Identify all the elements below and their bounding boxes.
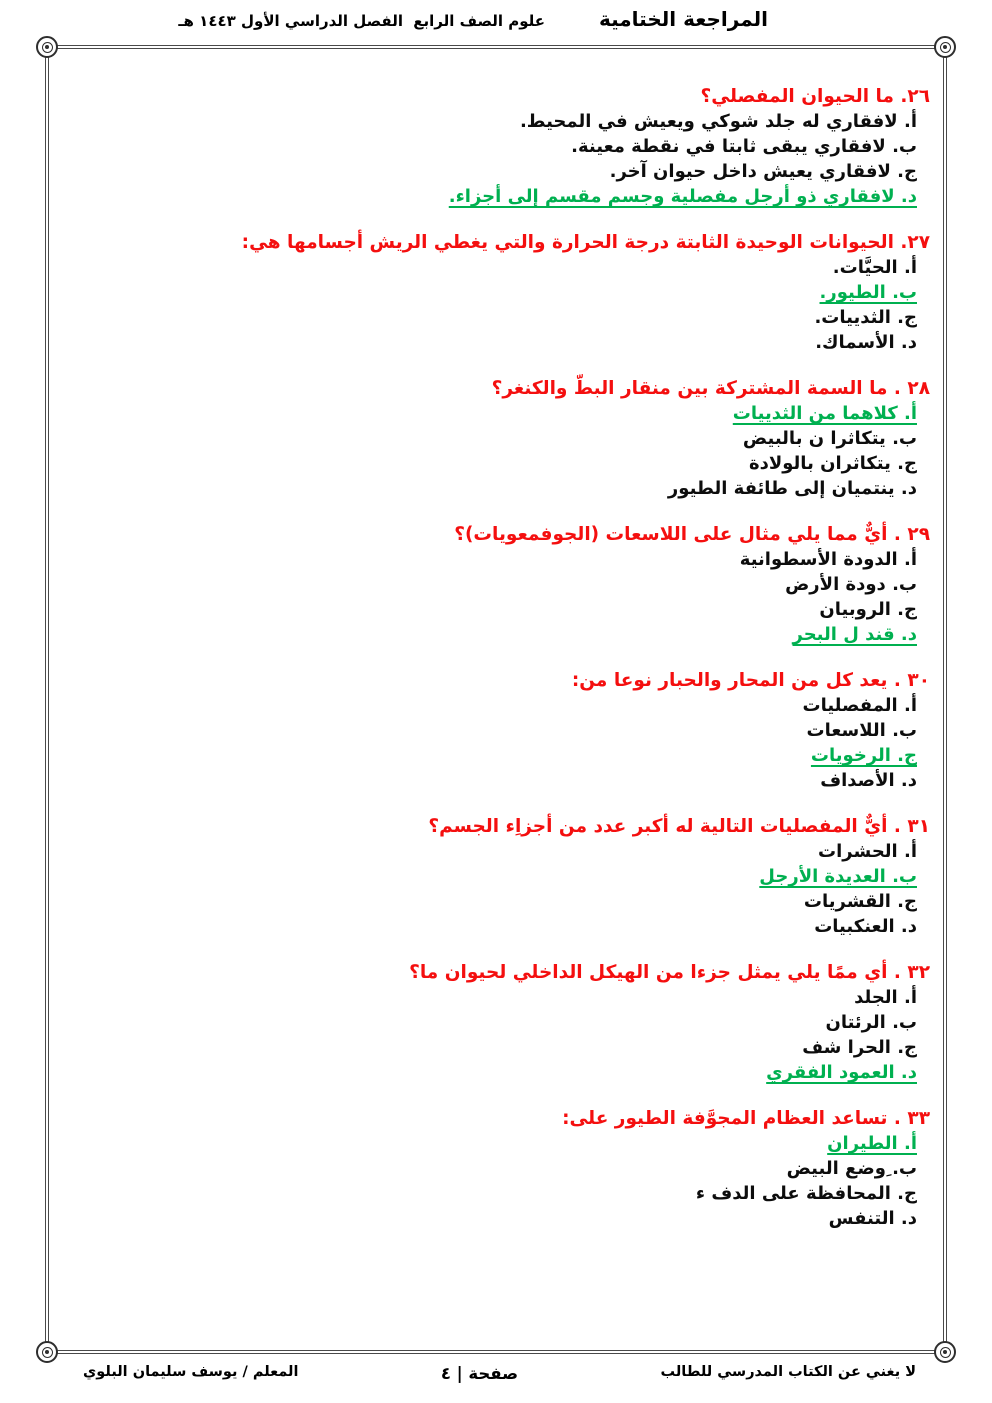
option: د. ينتميان إلى طائفة الطيور xyxy=(667,478,917,499)
question-text: ٢٩ . أيٌّ مما يلي مثال على اللاسعات (الجوفمعويات)؟ xyxy=(454,524,930,545)
question-text: ٣١ . أيٌّ المفصليات التالية له أكبر عدد من أجزاِء الجسم؟ xyxy=(428,816,930,837)
option: أ. المفصليات xyxy=(802,695,917,716)
option-correct-answer: د. قند ل البحر xyxy=(792,624,917,645)
option: ب. لافقاري يبقى ثابتا في نقطة معينة. xyxy=(571,136,917,157)
option-correct-answer: أ. الطيران xyxy=(827,1133,917,1154)
options xyxy=(52,985,917,1085)
option: أ. الجلد xyxy=(854,987,917,1008)
question-block xyxy=(52,84,930,209)
option-correct-answer: د. العمود الفقري xyxy=(766,1062,917,1083)
options xyxy=(52,109,917,209)
option: ب. الرئتان xyxy=(825,1012,917,1033)
option: ج. يتكاثران بالولادة xyxy=(749,453,917,474)
question-block xyxy=(52,1106,930,1231)
option: ب. اللاسعات xyxy=(806,720,917,741)
page-header xyxy=(0,0,992,45)
question-text: ٢٧. الحيوانات الوحيدة الثابتة درجة الحرارة والتي يغطي الريش أجسامها هي: xyxy=(241,232,930,253)
option-correct-answer: ب. العديدة الأرجل xyxy=(759,866,917,887)
option: أ. الدودة الأسطوانية xyxy=(739,549,917,570)
options xyxy=(52,547,917,647)
questions-list xyxy=(52,84,930,1252)
footer-note: لا يغني عن الكتاب المدرسي للطالب xyxy=(660,1364,916,1380)
page-title: المراجعة الختامية xyxy=(599,7,768,31)
corner-ornament-icon xyxy=(934,36,956,58)
option: ب. دودة الأرض xyxy=(785,574,917,595)
option: ج. الثدييات. xyxy=(814,307,917,328)
question-block xyxy=(52,376,930,501)
options xyxy=(52,1131,917,1231)
option: أ. الحيَّات. xyxy=(832,257,917,278)
option: ب. يتكاثرا ن بالبيض xyxy=(742,428,917,449)
question-text: ٢٦. ما الحيوان المفصلي؟ xyxy=(700,86,930,107)
option-correct-answer: ج. الرخويات xyxy=(810,745,917,766)
question-block xyxy=(52,668,930,793)
question-block xyxy=(52,522,930,647)
header-term: الفصل الدراسي الأول ١٤٤٣ هـ xyxy=(178,12,403,30)
option: د. التنفس xyxy=(828,1208,917,1229)
options xyxy=(52,401,917,501)
corner-ornament-icon xyxy=(36,1341,58,1363)
page-number: صفحة | ٤ xyxy=(440,1364,519,1383)
option: أ. الحشرات xyxy=(818,841,917,862)
question-text: ٣٢ . أي ممًا يلي يمثل جزءا من الهيكل الداخلي لحيوان ما؟ xyxy=(409,962,930,983)
question-block xyxy=(52,960,930,1085)
option: ب. ِوضع البيض xyxy=(786,1158,917,1179)
question-text: ٣٣ . تساعد العظام المجوَّفة الطيور على: xyxy=(562,1108,930,1129)
page-footer xyxy=(0,1360,992,1400)
question-block xyxy=(52,230,930,355)
option: د. الأصداف xyxy=(820,770,917,791)
option: أ. لافقاري له جلد شوكي ويعيش في المحيط. xyxy=(519,111,917,132)
option: ج. الروبيان xyxy=(819,599,917,620)
options xyxy=(52,693,917,793)
option: د. الأسماك. xyxy=(815,332,917,353)
question-block xyxy=(52,814,930,939)
option: ج. لافقاري يعيش داخل حيوان آخر. xyxy=(609,161,917,182)
footer-teacher: المعلم / يوسف سليمان البلوي xyxy=(83,1364,299,1380)
option: ج. القشريات xyxy=(803,891,917,912)
corner-ornament-icon xyxy=(934,1341,956,1363)
option: ج. المحافظة على الدف ء xyxy=(695,1183,917,1204)
option-correct-answer: د. لافقاري ذو أرجل مفصلية وجسم مقسم إلى أجزاء. xyxy=(448,186,917,207)
options xyxy=(52,839,917,939)
option-correct-answer: أ. كلاهما من الثدييات xyxy=(732,403,917,424)
question-text: ٢٨ . ما السمة المشتركة بين منقار البطّ والكنغر؟ xyxy=(491,378,930,399)
header-subject: علوم الصف الرابع xyxy=(413,12,545,30)
corner-ornament-icon xyxy=(36,36,58,58)
option-correct-answer: ب. الطيور. xyxy=(819,282,917,303)
question-text: ٣٠ . يعد كل من المحار والحبار نوعا من: xyxy=(571,670,930,691)
option: د. العنكبيات xyxy=(814,916,917,937)
options xyxy=(52,255,917,355)
option: ج. الحرا شف xyxy=(802,1037,917,1058)
